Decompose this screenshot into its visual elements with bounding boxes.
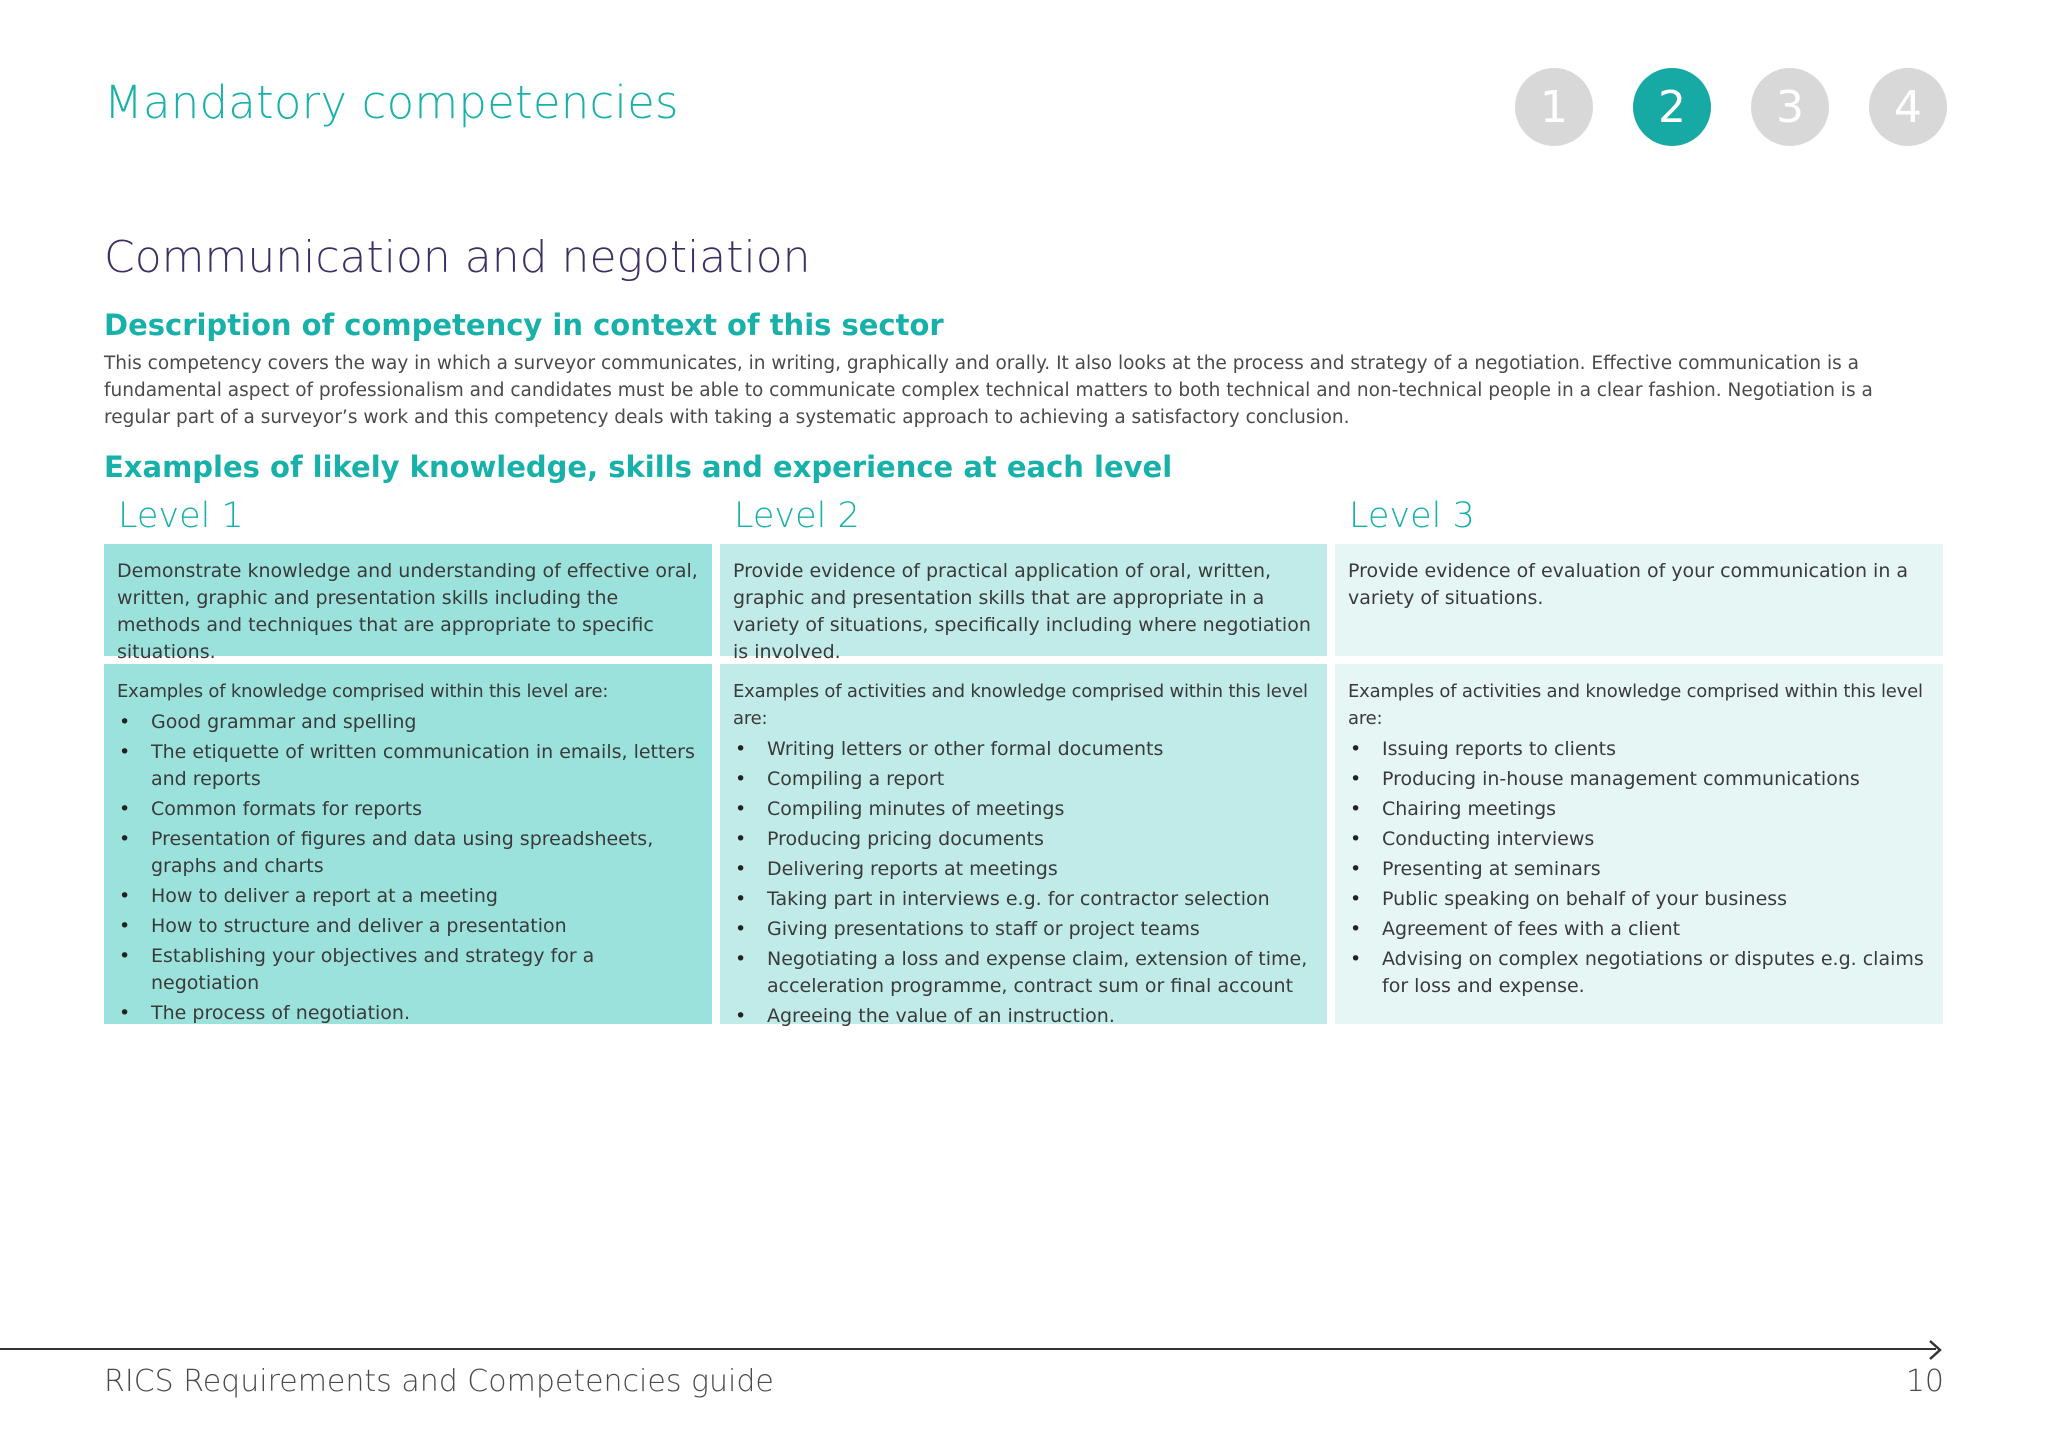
list-item: • Good grammar and spelling — [117, 709, 699, 736]
level-2-examples-list — [733, 736, 1314, 1030]
list-item: • Issuing reports to clients — [1348, 736, 1930, 763]
step-2-button[interactable]: 2 — [1633, 68, 1711, 146]
level-2-examples-intro: Examples of activities and knowledge comprised within this level are: — [733, 681, 1308, 729]
level-2-label: Level 2 — [734, 496, 860, 536]
list-item: • Compiling a report — [733, 766, 1314, 793]
list-item: • Delivering reports at meetings — [733, 856, 1314, 883]
list-item: • Presenting at seminars — [1348, 856, 1930, 883]
footer-title: RICS Requirements and Competencies guide — [104, 1364, 774, 1399]
step-1-button[interactable]: 1 — [1515, 68, 1593, 146]
level-1-examples-intro: Examples of knowledge comprised within this level are: — [117, 681, 609, 702]
step-navigation — [1515, 68, 1947, 146]
section-title: Communication and negotiation — [104, 232, 811, 283]
level-3-examples — [1335, 664, 1943, 1024]
level-3-examples-intro: Examples of activities and knowledge comprised within this level are: — [1348, 681, 1923, 729]
list-item: • Compiling minutes of meetings — [733, 796, 1314, 823]
list-item: • Taking part in interviews e.g. for contractor selection — [733, 886, 1314, 913]
list-item: • How to deliver a report at a meeting — [117, 883, 699, 910]
examples-heading: Examples of likely knowledge, skills and experience at each level — [104, 450, 1173, 484]
list-item: • The etiquette of written communication in emails, letters and reports — [117, 739, 699, 793]
step-3-button[interactable]: 3 — [1751, 68, 1829, 146]
page-number: 10 — [1905, 1364, 1944, 1399]
list-item: • Conducting interviews — [1348, 826, 1930, 853]
description-heading: Description of competency in context of this sector — [104, 308, 944, 342]
level-1-label: Level 1 — [118, 496, 244, 536]
list-item: • Presentation of figures and data using spreadsheets, graphs and charts — [117, 826, 699, 880]
footer-divider — [0, 1348, 1936, 1350]
list-item: • Giving presentations to staff or project teams — [733, 916, 1314, 943]
level-3-summary: Provide evidence of evaluation of your communication in a variety of situations. — [1335, 544, 1943, 656]
list-item: • Establishing your objectives and strategy for a negotiation — [117, 943, 699, 997]
level-1-summary: Demonstrate knowledge and understanding of effective oral, written, graphic and presentation skills including the methods and techniques that are appropriate to specific situations. — [104, 544, 712, 656]
list-item: • How to structure and deliver a presentation — [117, 913, 699, 940]
level-2-examples — [720, 664, 1327, 1027]
list-item: • Common formats for reports — [117, 796, 699, 823]
level-2-summary: Provide evidence of practical application of oral, written, graphic and presentation skills that are appropriate in a variety of situations, specifically including where negotiation is involved. — [720, 544, 1327, 656]
list-item: • Public speaking on behalf of your business — [1348, 886, 1930, 913]
list-item: • Advising on complex negotiations or disputes e.g. claims for loss and expense. — [1348, 946, 1930, 1000]
list-item: • Agreement of fees with a client — [1348, 916, 1930, 943]
list-item: • Producing in-house management communications — [1348, 766, 1930, 793]
header-title: Mandatory competencies — [104, 76, 679, 129]
level-3-examples-list — [1348, 736, 1930, 1000]
level-1-examples — [104, 664, 712, 1024]
step-4-button[interactable]: 4 — [1869, 68, 1947, 146]
list-item: • The process of negotiation. — [117, 1000, 699, 1027]
list-item: • Writing letters or other formal documents — [733, 736, 1314, 763]
list-item: • Producing pricing documents — [733, 826, 1314, 853]
level-3-label: Level 3 — [1349, 496, 1475, 536]
list-item: • Negotiating a loss and expense claim, extension of time, acceleration programme, contract sum or final account — [733, 946, 1314, 1000]
level-1-examples-list — [117, 709, 699, 1027]
description-text: This competency covers the way in which a surveyor communicates, in writing, graphically and orally. It also looks at the process and strategy of a negotiation. Effective communication is a fundamental aspect of professionalism and candidates must be able to communicate complex technical matters to both technical and non-technical people in a clear fashion. Negotiation is a regular part of a surveyor’s work and this competency deals with taking a systematic approach to achieving a satisfactory conclusion. — [104, 353, 1873, 428]
list-item: • Chairing meetings — [1348, 796, 1930, 823]
list-item: • Agreeing the value of an instruction. — [733, 1003, 1314, 1030]
